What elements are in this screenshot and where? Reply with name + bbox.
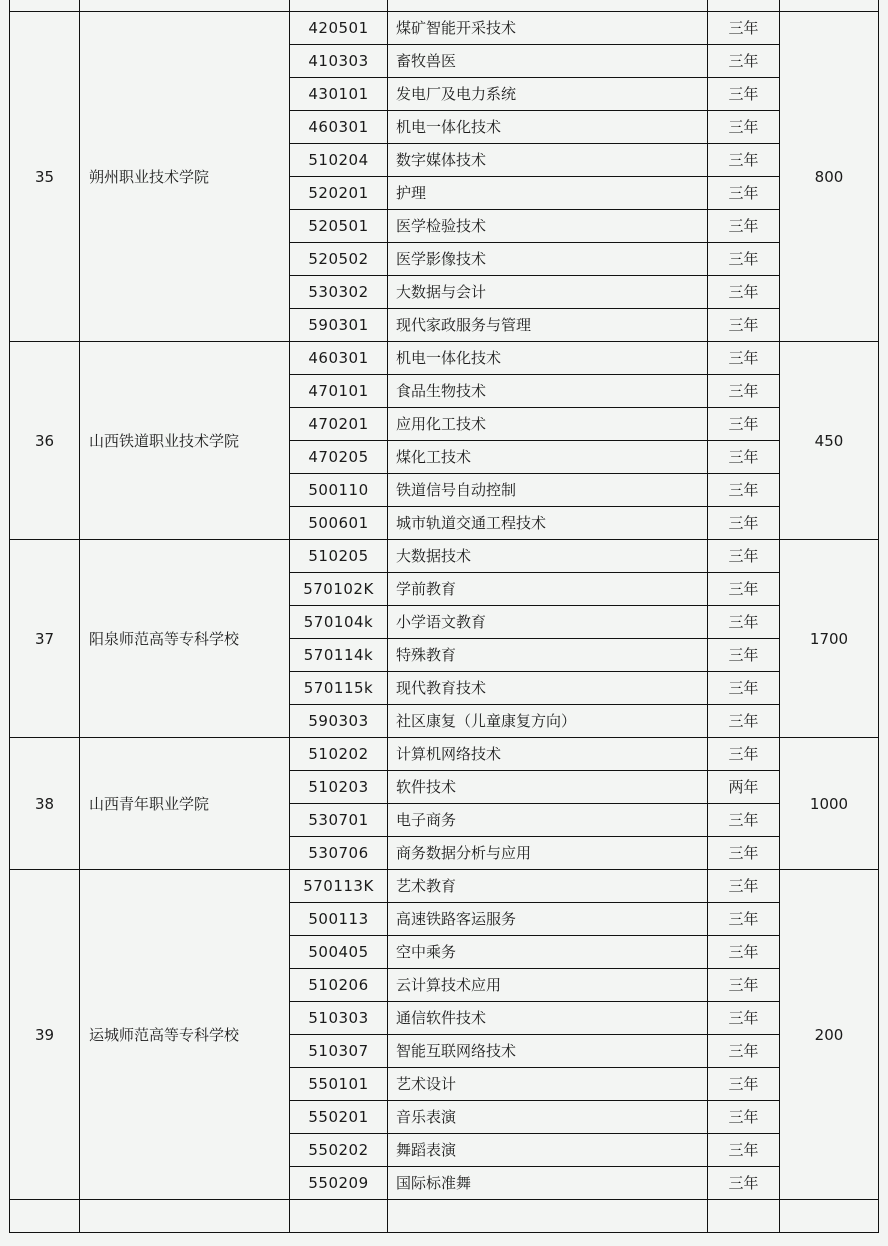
duration-cell: 三年 [708, 507, 780, 540]
major-code-cell: 510202 [290, 738, 388, 771]
major-name-cell: 社区康复（儿童康复方向） [388, 705, 708, 738]
table-row [10, 870, 879, 903]
major-name-cell: 现代家政服务与管理 [388, 309, 708, 342]
major-name-cell: 食品生物技术 [388, 375, 708, 408]
major-code-cell: 430101 [290, 78, 388, 111]
school-index-cell: 39 [10, 870, 80, 1200]
major-code-cell: 550209 [290, 1167, 388, 1200]
duration-cell: 三年 [708, 936, 780, 969]
duration-cell: 三年 [708, 606, 780, 639]
major-name-cell: 大数据与会计 [388, 276, 708, 309]
major-code-cell [290, 1200, 388, 1233]
duration-cell: 三年 [708, 474, 780, 507]
duration-cell: 三年 [708, 969, 780, 1002]
major-name-cell: 特殊教育 [388, 639, 708, 672]
table-row [10, 540, 879, 573]
duration-cell: 三年 [708, 342, 780, 375]
major-code-cell: 410303 [290, 45, 388, 78]
major-name-cell: 机电一体化技术 [388, 111, 708, 144]
duration-cell: 三年 [708, 1068, 780, 1101]
major-code-cell: 590303 [290, 705, 388, 738]
major-name-cell: 智能互联网络技术 [388, 1035, 708, 1068]
duration-cell [708, 1200, 780, 1233]
school-index-cell: 36 [10, 342, 80, 540]
major-name-cell: 小学语文教育 [388, 606, 708, 639]
major-name-cell: 空中乘务 [388, 936, 708, 969]
major-code-cell: 570113K [290, 870, 388, 903]
duration-cell: 三年 [708, 243, 780, 276]
plan-count-cell: 450 [780, 342, 879, 540]
duration-cell: 三年 [708, 111, 780, 144]
enrollment-plan-table [9, 0, 879, 1233]
duration-cell [708, 0, 780, 12]
table-row [10, 342, 879, 375]
school-name-cell: 山西青年职业学院 [80, 738, 290, 870]
major-name-cell: 舞蹈表演 [388, 1134, 708, 1167]
table-row-partial-bottom [10, 1200, 879, 1233]
major-code-cell: 570102K [290, 573, 388, 606]
table-body [10, 0, 879, 1233]
duration-cell: 三年 [708, 870, 780, 903]
major-code-cell: 510303 [290, 1002, 388, 1035]
plan-count-cell: 800 [780, 12, 879, 342]
plan-count-cell: 1700 [780, 540, 879, 738]
duration-cell: 三年 [708, 408, 780, 441]
school-name-cell: 阳泉师范高等专科学校 [80, 540, 290, 738]
major-name-cell: 音乐表演 [388, 1101, 708, 1134]
duration-cell: 三年 [708, 45, 780, 78]
major-code-cell: 530706 [290, 837, 388, 870]
index-cell [10, 1200, 80, 1233]
duration-cell: 三年 [708, 177, 780, 210]
duration-cell: 三年 [708, 837, 780, 870]
major-name-cell: 艺术教育 [388, 870, 708, 903]
major-name-cell: 医学检验技术 [388, 210, 708, 243]
school-cell [80, 0, 290, 12]
major-code-cell: 570114k [290, 639, 388, 672]
major-code-cell: 520501 [290, 210, 388, 243]
duration-cell: 三年 [708, 540, 780, 573]
major-name-cell: 云计算技术应用 [388, 969, 708, 1002]
major-code-cell: 510307 [290, 1035, 388, 1068]
major-code-cell: 520201 [290, 177, 388, 210]
major-code-cell: 460301 [290, 342, 388, 375]
major-code-cell: 500601 [290, 507, 388, 540]
major-code-cell: 470101 [290, 375, 388, 408]
major-name-cell: 通信软件技术 [388, 1002, 708, 1035]
duration-cell: 三年 [708, 1101, 780, 1134]
duration-cell: 三年 [708, 210, 780, 243]
table-row-partial-top [10, 0, 879, 12]
major-code-cell: 510205 [290, 540, 388, 573]
major-code-cell: 510206 [290, 969, 388, 1002]
major-name-cell: 艺术设计 [388, 1068, 708, 1101]
major-code-cell: 570104k [290, 606, 388, 639]
duration-cell: 三年 [708, 804, 780, 837]
major-code-cell: 470205 [290, 441, 388, 474]
school-index-cell: 38 [10, 738, 80, 870]
major-code-cell [290, 0, 388, 12]
major-code-cell: 460301 [290, 111, 388, 144]
major-code-cell: 500405 [290, 936, 388, 969]
duration-cell: 两年 [708, 771, 780, 804]
major-name-cell: 机电一体化技术 [388, 342, 708, 375]
major-code-cell: 470201 [290, 408, 388, 441]
duration-cell: 三年 [708, 573, 780, 606]
major-name-cell: 计算机网络技术 [388, 738, 708, 771]
major-code-cell: 550202 [290, 1134, 388, 1167]
plan-count-cell [780, 1200, 879, 1233]
duration-cell: 三年 [708, 903, 780, 936]
school-cell [80, 1200, 290, 1233]
major-code-cell: 500110 [290, 474, 388, 507]
duration-cell: 三年 [708, 1134, 780, 1167]
major-code-cell: 530302 [290, 276, 388, 309]
major-name-cell: 现代教育技术 [388, 672, 708, 705]
duration-cell: 三年 [708, 738, 780, 771]
major-name-cell: 应用化工技术 [388, 408, 708, 441]
major-name-cell: 软件技术 [388, 771, 708, 804]
major-name-cell [388, 1200, 708, 1233]
table-row [10, 12, 879, 45]
major-name-cell: 畜牧兽医 [388, 45, 708, 78]
major-code-cell: 420501 [290, 12, 388, 45]
table-row [10, 738, 879, 771]
major-name-cell: 电子商务 [388, 804, 708, 837]
major-code-cell: 550201 [290, 1101, 388, 1134]
major-name-cell: 铁道信号自动控制 [388, 474, 708, 507]
major-name-cell: 商务数据分析与应用 [388, 837, 708, 870]
major-code-cell: 510204 [290, 144, 388, 177]
major-code-cell: 500113 [290, 903, 388, 936]
major-name-cell: 医学影像技术 [388, 243, 708, 276]
duration-cell: 三年 [708, 12, 780, 45]
major-name-cell: 高速铁路客运服务 [388, 903, 708, 936]
major-code-cell: 590301 [290, 309, 388, 342]
index-cell [10, 0, 80, 12]
major-name-cell: 护理 [388, 177, 708, 210]
duration-cell: 三年 [708, 144, 780, 177]
school-index-cell: 37 [10, 540, 80, 738]
major-code-cell: 520502 [290, 243, 388, 276]
duration-cell: 三年 [708, 1167, 780, 1200]
major-name-cell: 城市轨道交通工程技术 [388, 507, 708, 540]
duration-cell: 三年 [708, 78, 780, 111]
duration-cell: 三年 [708, 705, 780, 738]
major-name-cell: 发电厂及电力系统 [388, 78, 708, 111]
school-name-cell: 运城师范高等专科学校 [80, 870, 290, 1200]
major-name-cell: 大数据技术 [388, 540, 708, 573]
duration-cell: 三年 [708, 1035, 780, 1068]
major-name-cell: 数字媒体技术 [388, 144, 708, 177]
major-code-cell: 530701 [290, 804, 388, 837]
plan-count-cell: 1000 [780, 738, 879, 870]
major-name-cell [388, 0, 708, 12]
major-name-cell: 国际标准舞 [388, 1167, 708, 1200]
major-name-cell: 煤矿智能开采技术 [388, 12, 708, 45]
duration-cell: 三年 [708, 375, 780, 408]
major-code-cell: 570115k [290, 672, 388, 705]
duration-cell: 三年 [708, 276, 780, 309]
major-name-cell: 学前教育 [388, 573, 708, 606]
plan-count-cell: 200 [780, 870, 879, 1200]
duration-cell: 三年 [708, 309, 780, 342]
duration-cell: 三年 [708, 672, 780, 705]
major-code-cell: 510203 [290, 771, 388, 804]
school-name-cell: 朔州职业技术学院 [80, 12, 290, 342]
duration-cell: 三年 [708, 639, 780, 672]
school-name-cell: 山西铁道职业技术学院 [80, 342, 290, 540]
major-code-cell: 550101 [290, 1068, 388, 1101]
duration-cell: 三年 [708, 441, 780, 474]
major-name-cell: 煤化工技术 [388, 441, 708, 474]
plan-count-cell [780, 0, 879, 12]
duration-cell: 三年 [708, 1002, 780, 1035]
school-index-cell: 35 [10, 12, 80, 342]
